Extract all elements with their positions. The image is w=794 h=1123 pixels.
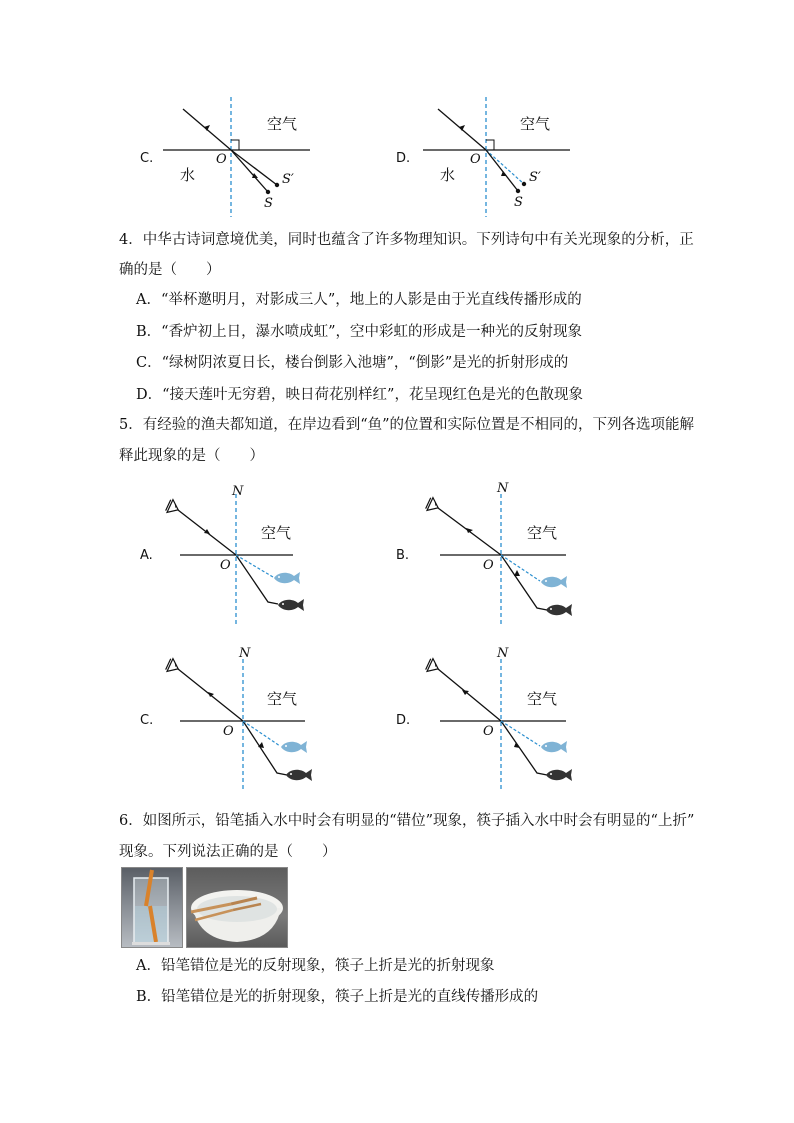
letter-c: C. — [140, 713, 154, 728]
normal-label: N — [232, 484, 244, 499]
point-s-prime: S′ — [282, 172, 294, 187]
q4-option-b: B．“香炉初上日，瀑水喷成虹”，空中彩虹的形成是一种光的反射现象 — [136, 324, 582, 340]
normal-label: N — [497, 481, 509, 496]
point-o: O — [483, 558, 494, 573]
q4-option-a: A．“举杯邀明月，对影成三人”，地上的人影是由于光直线传播形成的 — [136, 292, 582, 308]
point-s-prime: S′ — [529, 170, 541, 185]
pencil-in-glass-photo — [121, 867, 183, 948]
normal-label: N — [497, 646, 509, 661]
air-label: 空气 — [520, 115, 551, 133]
air-label: 空气 — [527, 524, 558, 542]
q5-figure-a — [130, 480, 330, 625]
water-label: 水 — [180, 166, 196, 184]
q4-option-d: D．“接天莲叶无穷碧，映日荷花别样红”，花呈现红色是光的色散现象 — [136, 387, 583, 403]
point-o: O — [220, 558, 231, 573]
letter-a: A. — [140, 548, 153, 563]
point-o: O — [223, 724, 234, 739]
q5-figure-d — [390, 645, 590, 790]
q4-stem-line1: 4．中华古诗词意境优美，同时也蕴含了许多物理知识。下列诗句中有关光现象的分析，正 — [119, 232, 694, 248]
q4-stem-line2: 确的是（ ） — [119, 262, 221, 278]
point-s: S — [264, 196, 273, 211]
q4-option-c: C．“绿树阴浓夏日长，楼台倒影入池塘”，“倒影”是光的折射形成的 — [136, 355, 569, 371]
air-label: 空气 — [527, 690, 558, 708]
air-label: 空气 — [261, 524, 292, 542]
q3-diagram-c — [130, 95, 330, 220]
point-o: O — [216, 152, 227, 167]
q6-option-a: A．铅笔错位是光的反射现象，筷子上折是光的折射现象 — [136, 958, 495, 974]
q6-stem-line2: 现象。下列说法正确的是（ ） — [119, 844, 337, 860]
point-o: O — [470, 152, 481, 167]
q5-stem-line2: 释此现象的是（ ） — [119, 448, 264, 464]
q5-figure-c — [130, 645, 330, 790]
letter-d: D. — [396, 151, 411, 166]
q5-figure-b — [390, 480, 590, 625]
air-label: 空气 — [267, 115, 298, 133]
letter-b: B. — [396, 548, 410, 563]
normal-label: N — [239, 646, 251, 661]
water-label: 水 — [440, 166, 456, 184]
point-o: O — [483, 724, 494, 739]
q5-stem-line1: 5．有经验的渔夫都知道，在岸边看到“鱼”的位置和实际位置是不相同的，下列各选项能解 — [119, 417, 695, 433]
letter-c: C. — [140, 151, 154, 166]
letter-d: D. — [396, 713, 411, 728]
chopsticks-in-bowl-photo — [186, 867, 288, 948]
q6-option-b: B．铅笔错位是光的折射现象，筷子上折是光的直线传播形成的 — [136, 989, 539, 1005]
q3-diagram-d — [390, 95, 590, 220]
point-s: S — [514, 195, 523, 210]
q6-stem-line1: 6．如图所示，铅笔插入水中时会有明显的“错位”现象，筷子插入水中时会有明显的“上折” — [119, 813, 695, 829]
air-label: 空气 — [267, 690, 298, 708]
